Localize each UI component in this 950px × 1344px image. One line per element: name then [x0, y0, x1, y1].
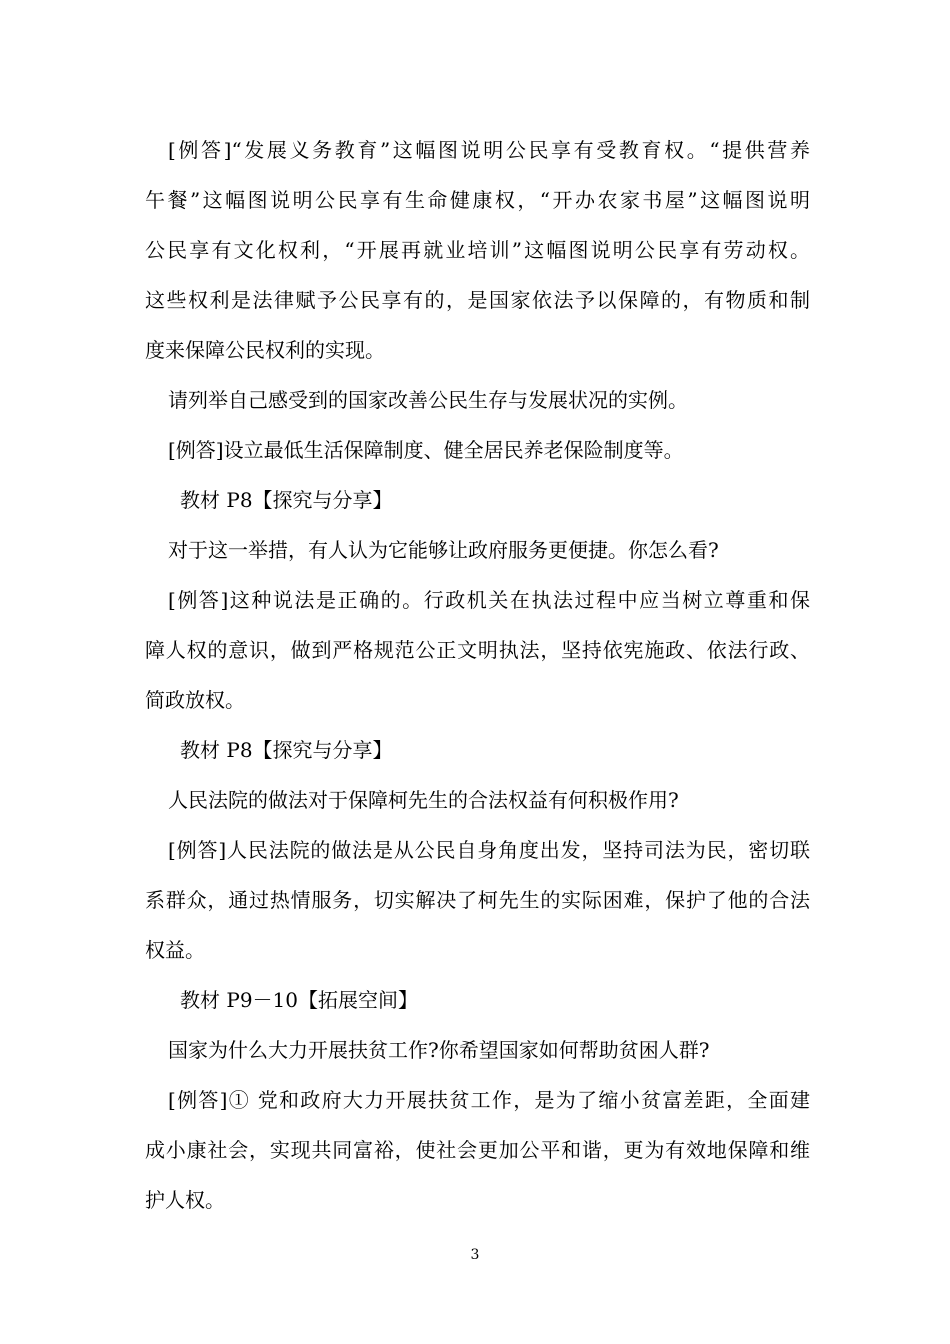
- answer-line: [例答]人民法院的做法是从公民自身角度出发，坚持司法为民，密切联: [168, 838, 810, 862]
- answer-line: [例答]① 党和政府大力开展扶贫工作，是为了缩小贫富差距，全面建: [168, 1088, 810, 1112]
- section-heading: 教材 P8【探究与分享】: [180, 488, 393, 512]
- answer-line: 系群众，通过热情服务，切实解决了柯先生的实际困难，保护了他的合法: [145, 888, 810, 912]
- page-number: 3: [470, 1247, 480, 1263]
- question-line: 国家为什么大力开展扶贫工作?你希望国家如何帮助贫困人群?: [168, 1038, 710, 1062]
- answer-line-2: 午餐”这幅图说明公民享有生命健康权，“开办农家书屋”这幅图说明: [145, 188, 810, 212]
- answer-line-3: 公民享有文化权利，“开展再就业培训”这幅图说明公民享有劳动权。: [145, 238, 810, 262]
- answer-line-1: [例答]“发展义务教育”这幅图说明公民享有受教育权。“提供营养: [168, 138, 810, 162]
- question-line: 人民法院的做法对于保障柯先生的合法权益有何积极作用?: [168, 788, 679, 812]
- answer-line-4: 这些权利是法律赋予公民享有的，是国家依法予以保障的，有物质和制: [145, 288, 810, 312]
- question-line: 请列举自己感受到的国家改善公民生存与发展状况的实例。: [168, 388, 688, 412]
- answer-line: 简政放权。: [145, 688, 245, 712]
- answer-line: 护人权。: [145, 1188, 225, 1212]
- answer-line: [例答]设立最低生活保障制度、健全居民养老保险制度等。: [168, 438, 684, 462]
- answer-line: [例答]这种说法是正确的。行政机关在执法过程中应当树立尊重和保: [168, 588, 810, 612]
- question-line: 对于这一举措，有人认为它能够让政府服务更便捷。你怎么看?: [168, 538, 719, 562]
- answer-line: 成小康社会，实现共同富裕，使社会更加公平和谐，更为有效地保障和维: [145, 1138, 810, 1162]
- section-heading: 教材 P9－10【拓展空间】: [180, 988, 418, 1012]
- answer-line-5: 度来保障公民权利的实现。: [145, 338, 385, 362]
- section-heading: 教材 P8【探究与分享】: [180, 738, 393, 762]
- answer-line: 权益。: [145, 938, 205, 962]
- answer-line: 障人权的意识，做到严格规范公正文明执法，坚持依宪施政、依法行政、: [145, 638, 810, 662]
